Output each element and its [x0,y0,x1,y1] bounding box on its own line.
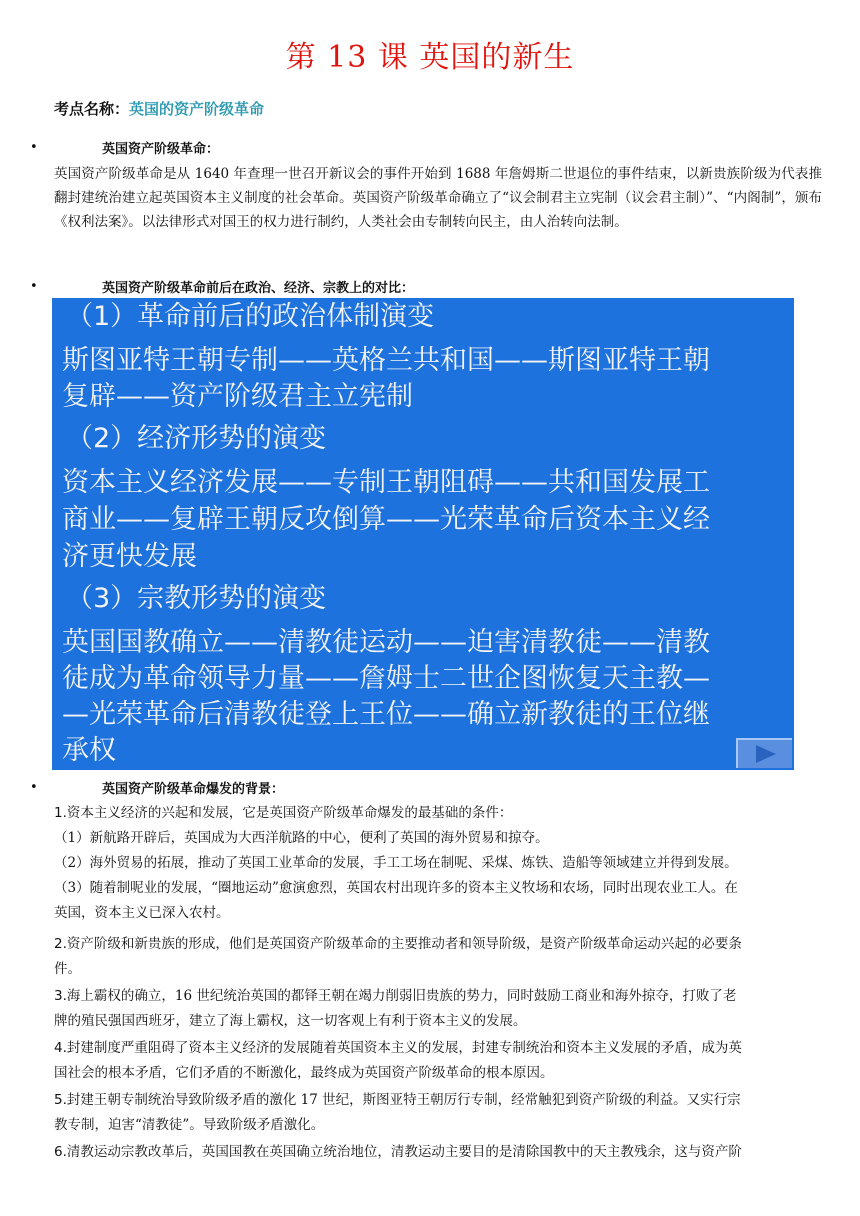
background-subitem: （3）随着制呢业的发展，“圈地运动”愈演愈烈，英国农村出现许多的资本主义牧场和农场，同时出现农业工人。在 [54,880,738,896]
item-text: 资本主义经济的兴起和发展，它是英国资产阶级革命爆发的最基础的条件： [66,805,513,821]
background-item-1 [54,801,826,825]
topic-value: 英国的资产阶级革命 [129,100,265,118]
slide-heading-politics: （1）革命前后的政治体制演变 [66,301,435,332]
item-number: 3. [54,988,67,1004]
background-item-2-cont: 件。 [54,961,81,977]
slide-line: 承权 [62,735,116,766]
background-subitem: （2）海外贸易的拓展，推动了英国工业革命的发展，手工工场在制呢、采煤、炼铁、造船等领域建立并得到发展。 [54,855,738,871]
background-item-3-cont: 牌的殖民强国西班牙，建立了海上霸权，这一切客观上有利于资本主义的发展。 [54,1013,527,1029]
section-heading-3: 英国资产阶级革命爆发的背景： [102,782,285,797]
item-number: 6. [54,1144,67,1160]
page-title: 第 13 课 英国的新生 [285,40,575,75]
bullet-icon: • [30,780,38,795]
slide-line: 商业——复辟王朝反攻倒算——光荣革命后资本主义经 [62,504,710,535]
bullet-icon: • [30,140,38,155]
item-number: 1. [54,805,67,821]
item-text: 海上霸权的确立，16 世纪统治英国的都铎王朝在竭力削弱旧贵族的势力，同时鼓励工商业和海外掠夺，打败了老 [66,988,737,1004]
slide-line: 斯图亚特王朝专制——英格兰共和国——斯图亚特王朝 [62,345,710,376]
background-item-2 [54,932,826,956]
topic-label: 考点名称： [54,100,130,118]
item-text: 资产阶级和新贵族的形成，他们是英国资产阶级革命的主要推动者和领导阶级，是资产阶级革命运动兴起的必要条 [66,936,742,952]
background-item-5-cont: 教专制，迫害“清教徒”。导致阶级矛盾激化。 [54,1117,325,1133]
topic-line [54,98,264,119]
item-number: 4. [54,1040,67,1056]
bullet-icon: • [30,279,38,294]
section-heading-2: 英国资产阶级革命前后在政治、经济、宗教上的对比： [102,281,415,296]
slide-line: —光荣革命后清教徒登上王位——确立新教徒的王位继 [62,699,710,730]
slide-line: 资本主义经济发展——专制王朝阻碍——共和国发展工 [62,467,710,498]
background-item-4 [54,1036,826,1060]
slide-line: 复辟——资产阶级君主立宪制 [62,381,413,412]
play-triangle-icon [756,745,776,763]
item-number: 5. [54,1092,67,1108]
slide-line: 英国国教确立——清教徒运动——迫害清教徒——清教 [62,627,710,658]
slide-play-button[interactable] [736,738,792,768]
slide-heading-religion: （3）宗教形势的演变 [66,583,327,614]
background-item-4-cont: 国社会的根本矛盾，它们矛盾的不断激化，最终成为英国资产阶级革命的根本原因。 [54,1065,554,1081]
background-item-6 [54,1140,826,1164]
item-number: 2. [54,936,67,952]
slide-line: 徒成为革命领导力量——詹姆士二世企图恢复天主教— [62,663,710,694]
background-subitem: 英国，资本主义已深入农村。 [54,905,230,921]
comparison-slide-image [52,298,794,770]
slide-heading-economy: （2）经济形势的演变 [66,423,327,454]
item-text: 清教运动宗教改革后，英国国教在英国确立统治地位，清教运动主要目的是清除国教中的天主教残余，这与资产阶 [66,1144,742,1160]
background-item-5 [54,1088,826,1112]
section-text-1: 英国资产阶级革命是从 1640 年查理一世召开新议会的事件开始到 1688 年詹姆斯二世退位的事件结束，以新贵族阶级为代表推翻封建统治建立起英国资本主义制度的社会革命。英国资产阶级革命确立了“议会制君主立宪制（议会君主制）”、“内阁制”，颁布《权利法案》。以法律形式对国王的权力进行制约，人类社会由专制转向民主，由人治转向法制。 [54,166,822,230]
background-item-3 [54,984,826,1008]
slide-line: 济更快发展 [62,541,197,572]
section-heading-1: 英国资产阶级革命： [102,142,220,157]
item-text: 封建王朝专制统治导致阶级矛盾的激化 17 世纪，斯图亚特王朝厉行专制，经常触犯到资产阶级的利益。又实行宗 [66,1092,741,1108]
item-text: 封建制度严重阻碍了资本主义经济的发展随着英国资本主义的发展，封建专制统治和资本主义发展的矛盾，成为英 [66,1040,742,1056]
background-subitem: （1）新航路开辟后，英国成为大西洋航路的中心，便利了英国的海外贸易和掠夺。 [54,830,549,846]
